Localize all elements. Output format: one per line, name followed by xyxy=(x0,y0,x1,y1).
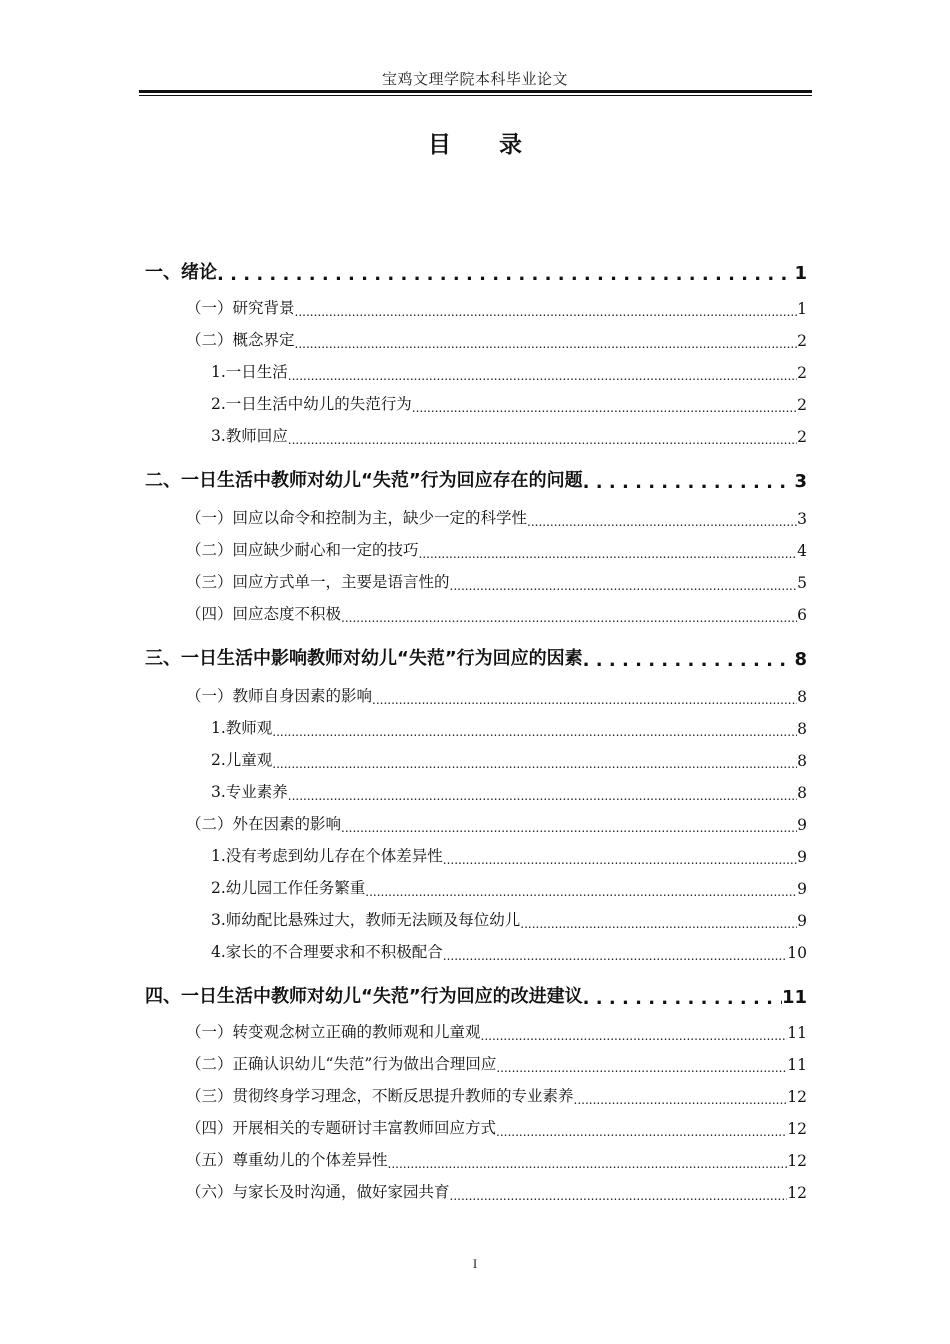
toc-dot-leader xyxy=(527,516,797,528)
toc-page-number: 8 xyxy=(797,752,807,770)
toc-dot-leader xyxy=(450,1190,788,1202)
toc-page-number: 10 xyxy=(787,944,807,962)
toc-page-number: 3 xyxy=(797,510,807,528)
toc-dot-leader xyxy=(217,266,794,284)
toc-page-number: 9 xyxy=(797,848,807,866)
toc-entry-label: 2.儿童观 xyxy=(211,751,273,769)
toc-section-entry[interactable] xyxy=(186,538,807,560)
toc-section-entry[interactable] xyxy=(186,684,807,706)
toc-dot-leader xyxy=(574,1094,788,1106)
toc-entry-label: 3.师幼配比悬殊过大，教师无法顾及每位幼儿 xyxy=(211,911,521,929)
toc-dot-leader xyxy=(520,918,797,930)
toc-section-entry[interactable] xyxy=(186,1116,807,1138)
toc-chapter-entry[interactable] xyxy=(145,256,807,284)
toc-page-number: 2 xyxy=(797,364,807,382)
toc-heading xyxy=(0,126,950,159)
toc-page-number: 1 xyxy=(794,263,807,284)
toc-page-number: 1 xyxy=(797,300,807,318)
toc-entry-label: （四）开展相关的专题研讨丰富教师回应方式 xyxy=(186,1119,497,1137)
toc-page-number: 8 xyxy=(797,784,807,802)
toc-dot-leader xyxy=(388,1158,788,1170)
toc-subsection-entry[interactable] xyxy=(211,876,807,898)
toc-entry-label: 2.幼儿园工作任务繁重 xyxy=(211,879,366,897)
toc-entry-label: （一）回应以命令和控制为主，缺少一定的科学性 xyxy=(186,509,528,527)
toc-entry-label: （一）教师自身因素的影响 xyxy=(186,687,373,705)
toc-subsection-entry[interactable] xyxy=(211,940,807,962)
toc-dot-leader xyxy=(450,580,798,592)
toc-page-number: 6 xyxy=(797,606,807,624)
toc-section-entry[interactable] xyxy=(186,812,807,834)
toc-dot-leader xyxy=(272,726,797,738)
toc-entry-label: （二）外在因素的影响 xyxy=(186,815,342,833)
toc-dot-leader xyxy=(443,854,797,866)
toc-subsection-entry[interactable] xyxy=(211,780,807,802)
toc-dot-leader xyxy=(341,612,797,624)
toc-page-number: 8 xyxy=(797,688,807,706)
toc-subsection-entry[interactable] xyxy=(211,844,807,866)
toc-entry-label: （六）与家长及时沟通，做好家园共育 xyxy=(186,1183,450,1201)
toc-entry-label: 3.专业素养 xyxy=(211,783,288,801)
toc-page-number: 9 xyxy=(797,912,807,930)
toc-subsection-entry[interactable] xyxy=(211,360,807,382)
toc-section-entry[interactable] xyxy=(186,570,807,592)
toc-section-entry[interactable] xyxy=(186,602,807,624)
toc-entry-label: （二）正确认识幼儿“失范”行为做出合理回应 xyxy=(186,1055,497,1073)
toc-heading-char-1: 目 xyxy=(428,132,451,158)
toc-dot-leader xyxy=(443,950,787,962)
toc-entry-label: 3.教师回应 xyxy=(211,427,288,445)
toc-dot-leader xyxy=(288,434,797,446)
toc-chapter-entry[interactable] xyxy=(145,980,807,1008)
toc-page-number: 9 xyxy=(797,816,807,834)
toc-dot-leader xyxy=(496,1062,787,1074)
toc-page-number: 11 xyxy=(787,1056,807,1074)
toc-section-entry[interactable] xyxy=(186,1180,807,1202)
toc-entry-label: （五）尊重幼儿的个体差异性 xyxy=(186,1151,388,1169)
toc-page-number: 8 xyxy=(794,649,807,670)
toc-page-number: 2 xyxy=(797,332,807,350)
toc-dot-leader xyxy=(295,306,798,318)
toc-page-number: 2 xyxy=(797,396,807,414)
toc-dot-leader xyxy=(583,990,782,1008)
toc-entry-label: （二）概念界定 xyxy=(186,331,295,349)
toc-entry-label: （一）转变观念树立正确的教师观和儿童观 xyxy=(186,1023,481,1041)
toc-dot-leader xyxy=(365,886,797,898)
toc-page-number: 12 xyxy=(787,1088,807,1106)
toc-subsection-entry[interactable] xyxy=(211,908,807,930)
toc-section-entry[interactable] xyxy=(186,296,807,318)
running-header: 宝鸡文理学院本科毕业论文 xyxy=(381,70,568,88)
toc-page-number: 9 xyxy=(797,880,807,898)
toc-subsection-entry[interactable] xyxy=(211,392,807,414)
toc-page-number: 12 xyxy=(787,1184,807,1202)
toc-entry-label: （三）回应方式单一，主要是语言性的 xyxy=(186,573,450,591)
toc-entry-label: 四、一日生活中教师对幼儿“失范”行为回应的改进建议 xyxy=(145,986,583,1007)
toc-subsection-entry[interactable] xyxy=(211,716,807,738)
toc-entry-label: 1.教师观 xyxy=(211,719,273,737)
toc-page-number: 4 xyxy=(797,542,807,560)
toc-page-number: 11 xyxy=(781,987,807,1008)
toc-dot-leader xyxy=(583,474,795,492)
toc-dot-leader xyxy=(419,548,798,560)
toc-page-number: 11 xyxy=(787,1024,807,1042)
toc-dot-leader xyxy=(583,652,795,670)
toc-page-number: 12 xyxy=(787,1120,807,1138)
toc-dot-leader xyxy=(288,790,797,802)
toc-dot-leader xyxy=(412,402,797,414)
toc-entry-label: （三）贯彻终身学习理念，不断反思提升教师的专业素养 xyxy=(186,1087,574,1105)
toc-section-entry[interactable] xyxy=(186,328,807,350)
toc-entry-label: 1.一日生活 xyxy=(211,363,288,381)
toc-entry-label: 二、一日生活中教师对幼儿“失范”行为回应存在的问题 xyxy=(145,470,583,491)
toc-entry-label: 4.家长的不合理要求和不积极配合 xyxy=(211,943,443,961)
toc-subsection-entry[interactable] xyxy=(211,424,807,446)
toc-section-entry[interactable] xyxy=(186,1148,807,1170)
page-number: I xyxy=(472,1256,478,1271)
toc-entry-label: 2.一日生活中幼儿的失范行为 xyxy=(211,395,412,413)
toc-section-entry[interactable] xyxy=(186,1084,807,1106)
toc-dot-leader xyxy=(372,694,797,706)
toc-page-number: 8 xyxy=(797,720,807,738)
toc-section-entry[interactable] xyxy=(186,506,807,528)
toc-entry-label: （四）回应态度不积极 xyxy=(186,605,342,623)
header-rule-thin xyxy=(139,95,812,96)
toc-dot-leader xyxy=(295,338,798,350)
toc-section-entry[interactable] xyxy=(186,1020,807,1042)
toc-page-number: 2 xyxy=(797,428,807,446)
toc-chapter-entry[interactable] xyxy=(145,464,807,492)
toc-dot-leader xyxy=(272,758,797,770)
toc-dot-leader xyxy=(341,822,797,834)
toc-page-number: 3 xyxy=(794,471,807,492)
toc-dot-leader xyxy=(481,1030,788,1042)
toc-entry-label: 一、绪论 xyxy=(145,262,217,283)
toc-dot-leader xyxy=(288,370,797,382)
toc-heading-char-2: 录 xyxy=(499,132,522,158)
toc-entry-label: 三、一日生活中影响教师对幼儿“失范”行为回应的因素 xyxy=(145,648,583,669)
toc-page-number: 5 xyxy=(797,574,807,592)
toc-entry-label: （二）回应缺少耐心和一定的技巧 xyxy=(186,541,419,559)
toc-subsection-entry[interactable] xyxy=(211,748,807,770)
toc-entry-label: 1.没有考虑到幼儿存在个体差异性 xyxy=(211,847,443,865)
toc-chapter-entry[interactable] xyxy=(145,642,807,670)
toc-entry-label: （一）研究背景 xyxy=(186,299,295,317)
toc-page-number: 12 xyxy=(787,1152,807,1170)
header-rule-thick xyxy=(139,90,812,93)
toc-dot-leader xyxy=(496,1126,787,1138)
toc-section-entry[interactable] xyxy=(186,1052,807,1074)
